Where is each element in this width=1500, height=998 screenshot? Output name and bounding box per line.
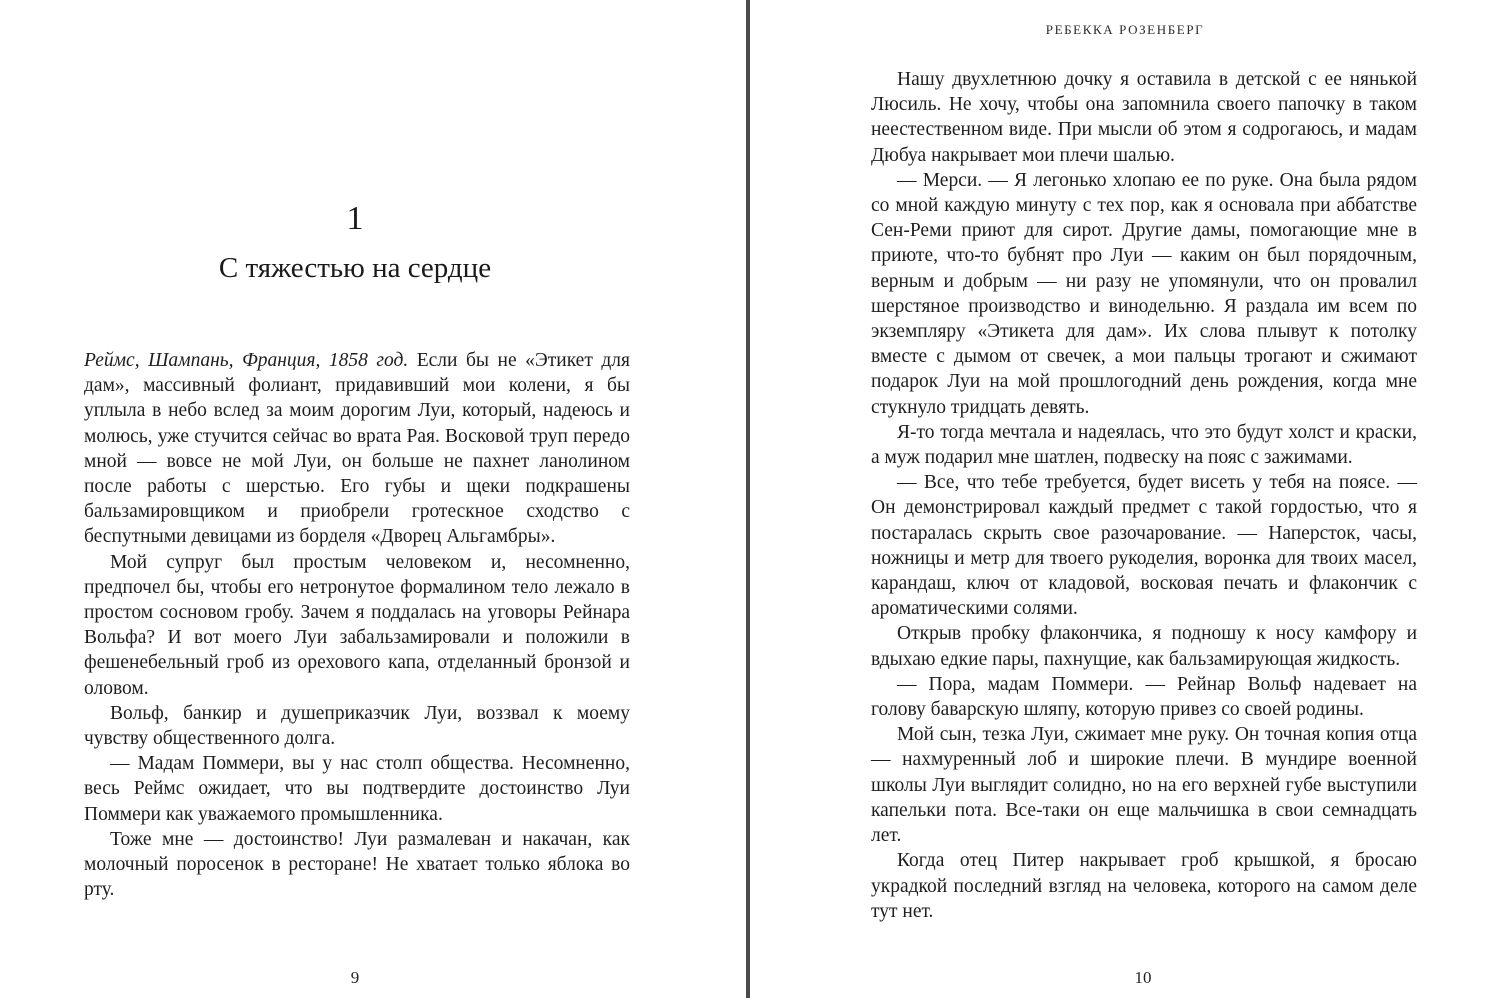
chapter-title: С тяжестью на сердце	[218, 252, 492, 284]
left-page	[0, 0, 746, 998]
paragraph: — Пора, мадам Поммери. — Рейнар Вольф надевает на голову баварскую шляпу, которую привез со своей родины.	[871, 673, 1417, 721]
paragraph: Когда отец Питер накрывает гроб крышкой, я бросаю украдкой последний взгляд на человека, которого на самом деле тут нет.	[871, 850, 1417, 922]
running-head: РЕБЕККА РОЗЕНБЕРГ	[1045, 22, 1205, 37]
paragraph: Мой сын, тезка Луи, сжимает мне руку. Он точная копия отца — нахмуренный лоб и широкие плечи. В мундире военной школы Луи выглядит солидно, но на его верхней губе выступили капельки пота. Все-таки он еще мальчишка в свои семнадцать лет.	[871, 724, 1417, 847]
right-page	[750, 0, 1500, 998]
paragraph: Открыв пробку флакончика, я подношу к носу камфору и вдыхаю едкие пары, пахнущие, как бальзамирующая жидкость.	[871, 623, 1417, 670]
opening-paragraph	[84, 348, 630, 550]
paragraph: — Все, что тебе требуется, будет висеть у тебя на поясе. — Он демонстрировал каждый предмет с такой гордостью, что я постаралась скрыть свое разочарование. — Наперсток, часы, ножницы и метр для твоего рукоделия, воронка для твоих масел, карандаш, ключ от кладовой, восковая печать и флакончик с ароматическими солями.	[871, 472, 1417, 620]
paragraph: Вольф, банкир и душеприказчик Луи, воззвал к моему чувству общественного долга.	[84, 702, 630, 750]
paragraph: Мой супруг был простым человеком и, несомненно, предпочел бы, чтобы его нетронутое формалином тело лежало в простом сосновом гробу. Зачем я поддалась на уговоры Рейнара Вольфа? И вот моего Луи забальзамировали и положили в фешенебельный гроб из орехового капа, отделанный бронзой и оловом.	[84, 551, 630, 699]
right-page-body	[871, 67, 1417, 924]
page-number-left: 9	[350, 968, 360, 987]
opening-paragraph-text: Если бы не «Этикет для дам», массивный фолиант, придавивший мои колени, я бы уплыла в небо вслед за моим дорогим Луи, который, надеюсь и молюсь, уже стучится сейчас во врата Рая. Восковой труп передо мной — вовсе не мой Луи, он больше не пахнет ланолином после работы с шерстью. Его губы и щеки подкрашены бальзамировщиком и приобрели гротескное сходство с беспутными девицами из борделя «Дворец Альгамбры».	[84, 350, 630, 548]
paragraph: Я-то тогда мечтала и надеялась, что это будут холст и краски, а муж подарил мне шатлен, подвеску на пояс с зажимами.	[871, 421, 1417, 469]
paragraph: — Мадам Поммери, вы у нас столп общества. Несомненно, весь Реймс ожидает, что вы подтвердите достоинство Луи Поммери как уважаемого промышленника.	[84, 753, 630, 825]
page-number-right: 10	[1134, 968, 1152, 987]
paragraph: — Мерси. — Я легонько хлопаю ее по руке. Она была рядом со мной каждую минуту с тех пор, как я основала при аббатстве Сен-Реми приют для сирот. Другие дамы, помогающие мне в приюте, что-то бубнят про Луи — каким он был порядочным, верным и добрым — ни разу не упомянули, что он провалил шерстяное производство и винодельню. Я раздала им всем по экземпляру «Этикета для дам». Их слова плывут к потолку вместе с дымом от свечек, а мои пальцы трогают и сжимают подарок Луи на мой прошлогодний день рождения, когда мне стукнуло тридцать девять.	[871, 169, 1417, 418]
place-and-year: Реймс, Шампань, Франция, 1858 год.	[84, 350, 409, 371]
left-page-body	[84, 348, 630, 902]
chapter-number: 1	[346, 200, 364, 237]
paragraph: Тоже мне — достоинство! Луи размалеван и накачан, как молочный поросенок в ресторане! Не хватает только яблока во рту.	[84, 828, 630, 901]
paragraph: Нашу двухлетнюю дочку я оставила в детской с ее нянькой Люсиль. Не хочу, чтобы она запомнила своего папочку в таком неестественном виде. При мысли об этом я содрогаюсь, и мадам Дюбуа накрывает мои плечи шалью.	[871, 69, 1417, 166]
